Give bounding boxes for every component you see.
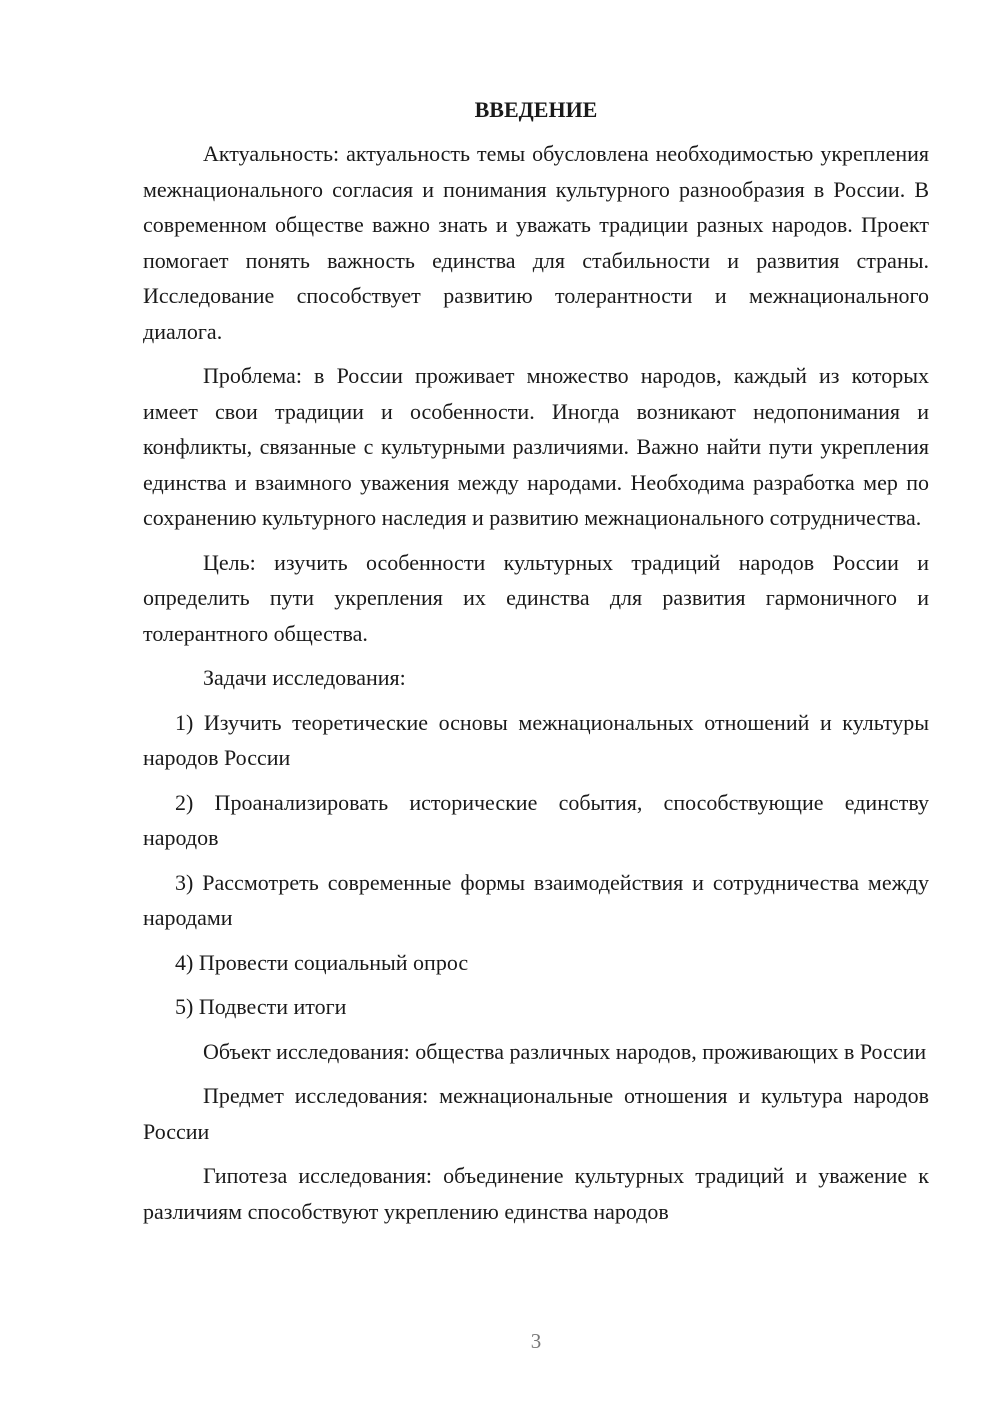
document-page <box>143 92 929 1238</box>
goal-paragraph: Цель: изучить особенности культурных традиций народов России и определить пути укрепления их единства для развития гармоничного и толерантного общества. <box>143 549 929 646</box>
relevance-paragraph: Актуальность: актуальность темы обусловлена необходимостью укрепления межнационального согласия и понимания культурного разнообразия в России. В современном обществе важно знать и уважать традиции разных народов. Проект помогает понять важность единства для стабильности и развития страны. Исследование способствует развитию толерантности и межнационального диалога. <box>143 141 929 344</box>
task-item-4: 4) Провести социальный опрос <box>175 949 469 975</box>
task-item-3: 3) Рассмотреть современные формы взаимодействия и сотрудничества между народами <box>143 869 929 930</box>
hypothesis-paragraph: Гипотеза исследования: объединение культурных традиций и уважение к различиям способствуют укреплению единства народов <box>143 1163 929 1224</box>
subject-paragraph: Предмет исследования: межнациональные отношения и культура народов России <box>143 1083 929 1144</box>
page-number: 3 <box>530 1329 542 1353</box>
task-item-2: 2) Проанализировать исторические события, способствующие единству народов <box>143 789 929 850</box>
object-paragraph: Объект исследования: общества различных народов, проживающих в России <box>203 1038 927 1064</box>
problem-paragraph: Проблема: в России проживает множество народов, каждый из которых имеет свои традиции и особенности. Иногда возникают недопонимания и конфликты, связанные с культурными различиями. Важно найти пути укрепления единства и взаимного уважения между народами. Необходима разработка мер по сохранению культурного наследия и развитию межнационального сотрудничества. <box>143 363 929 530</box>
tasks-heading: Задачи исследования: <box>203 665 406 690</box>
task-item-5: 5) Подвести итоги <box>175 994 347 1019</box>
task-item-1: 1) Изучить теоретические основы межнациональных отношений и культуры народов России <box>143 709 929 770</box>
page-title: ВВЕДЕНИЕ <box>474 97 598 122</box>
